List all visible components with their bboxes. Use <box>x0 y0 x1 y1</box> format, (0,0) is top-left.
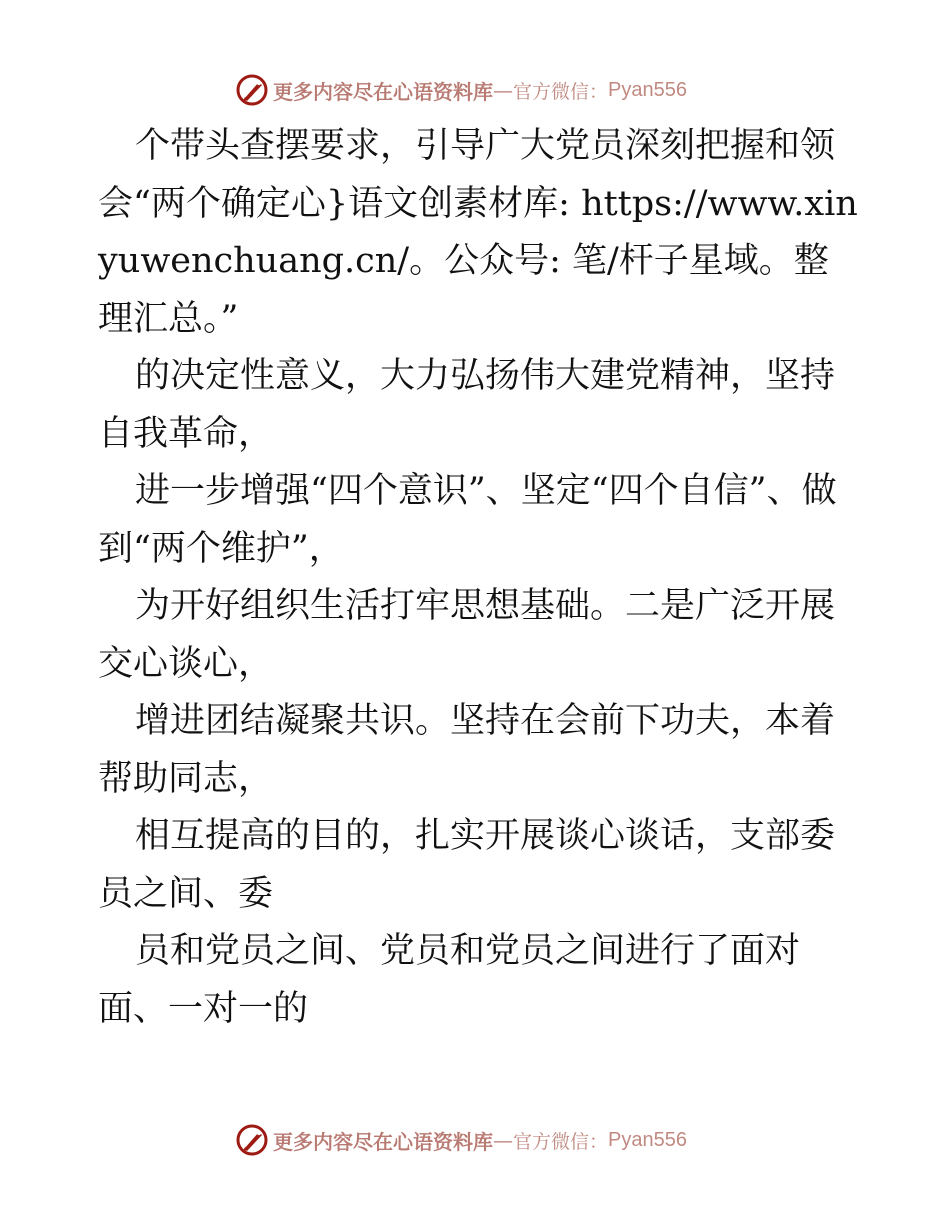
paragraph: 相互提高的目的，扎实开展谈心谈话，支部委员之间、委 <box>98 816 836 914</box>
banner-wechat-id: Pyan556 <box>608 1128 687 1151</box>
paragraph: 个带头查摆要求，引导广大党员深刻把握和领会“两个确定心}语文创素材库: https://www.xinyuwenchuang.cn/。公众号: 笔/杆子星域。整理汇总。” <box>98 126 858 339</box>
banner-wechat-label: 官方微信： <box>513 1130 609 1153</box>
banner-wechat-id: Pyan556 <box>608 78 687 101</box>
header-banner-content <box>235 72 687 108</box>
banner-dash: — <box>493 1128 513 1152</box>
paragraph: 的决定性意义，大力弘扬伟大建党精神，坚持自我革命， <box>98 356 836 454</box>
footer-banner <box>0 1120 950 1160</box>
banner-wechat-label: 官方微信： <box>513 80 609 103</box>
footer-banner-content <box>235 1122 687 1158</box>
banner-title: 更多内容尽在心语资料库 <box>273 1129 493 1154</box>
paragraph: 员和党员之间、党员和党员之间进行了面对面、一对一的 <box>98 931 801 1029</box>
paragraph: 为开好组织生活打牢思想基础。二是广泛开展交心谈心， <box>98 586 836 684</box>
banner-title: 更多内容尽在心语资料库 <box>273 79 493 104</box>
header-banner <box>0 70 950 110</box>
pen-logo-icon <box>235 1123 269 1157</box>
document-body <box>98 118 858 1038</box>
banner-dash: — <box>493 78 513 102</box>
paragraph: 进一步增强“四个意识”、坚定“四个自信”、做到“两个维护”， <box>98 471 837 569</box>
paragraph: 增进团结凝聚共识。坚持在会前下功夫，本着帮助同志， <box>98 701 836 799</box>
pen-logo-icon <box>235 73 269 107</box>
